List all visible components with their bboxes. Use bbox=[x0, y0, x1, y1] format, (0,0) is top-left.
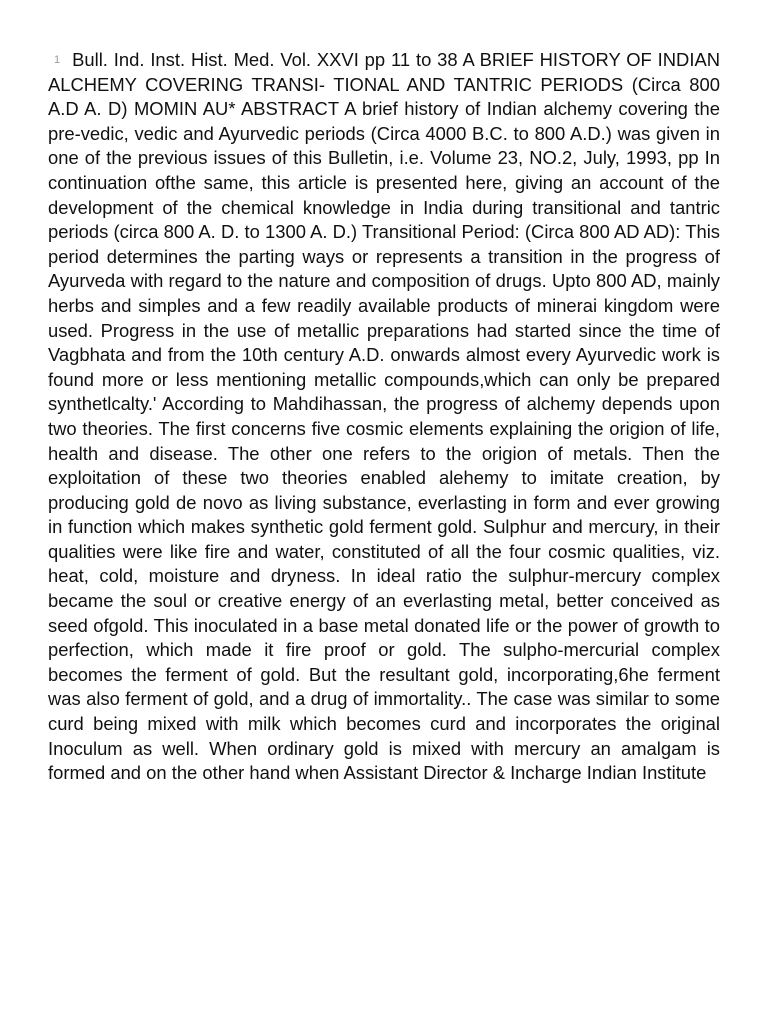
document-page bbox=[48, 48, 720, 786]
body-paragraph bbox=[48, 48, 720, 786]
body-text: Bull. Ind. Inst. Hist. Med. Vol. XXVI pp 11 to 38 A BRIEF HISTORY OF INDIAN ALCHEMY COVERING TRANSI- TIONAL AND TANTRIC PERIODS (Circa 800 A.D A. D) MOMIN AU* ABSTRACT A brief history of Indian alchemy covering the pre-vedic, vedic and Ayurvedic periods (Circa 4000 B.C. to 800 A.D.) was given in one of the previous issues of this Bulletin, i.e. Volume 23, NO.2, July, 1993, pp In continuation ofthe same, this article is presented here, giving an account of the development of the chemical knowledge in India during transitional and tantric periods (circa 800 A. D. to 1300 A. D.) Transitional Period: (Circa 800 AD AD): This period determines the parting ways or represents a transition in the progress of Ayurveda with regard to the nature and composition of drugs. Upto 800 AD, mainly herbs and simples and a few readily available products of minerai kingdom were used. Progress in the use of metallic preparations had started since the time of Vagbhata and from the 10th century A.D. onwards almost every Ayurvedic work is found more or less mentioning metallic compounds,which can only be prepared synthetlcalty.' According to Mahdihassan, the progress of alchemy depends upon two theories. The first concerns five cosmic elements explaining the origion of life, health and disease. The other one refers to the origion of metals. Then the exploitation of these two theories enabled alehemy to imitate creation, by producing gold de novo as living substance, everlasting in form and ever growing in function which makes synthetic gold ferment gold. Sulphur and mercury, in their qualities were like fire and water, constituted of all the four cosmic qualities, viz. heat, cold, moisture and dryness. In ideal ratio the sulphur-mercury complex became the soul or creative energy of an everlasting metal, better conceived as seed ofgold. This inoculated in a base metal donated life or the power of growth to perfection, which made it fire proof or gold. The sulpho-mercurial complex becomes the ferment of gold. But the resultant gold, incorporating,6he ferment was also ferment of gold, and a drug of immortality.. The case was similar to some curd being mixed with milk which becomes curd and incorporates the original Inoculum as well. When ordinary gold is mixed with mercury an amalgam is formed and on the other hand when Assistant Director & Incharge Indian Institute bbox=[48, 49, 720, 784]
page-number: 1 bbox=[54, 54, 61, 66]
